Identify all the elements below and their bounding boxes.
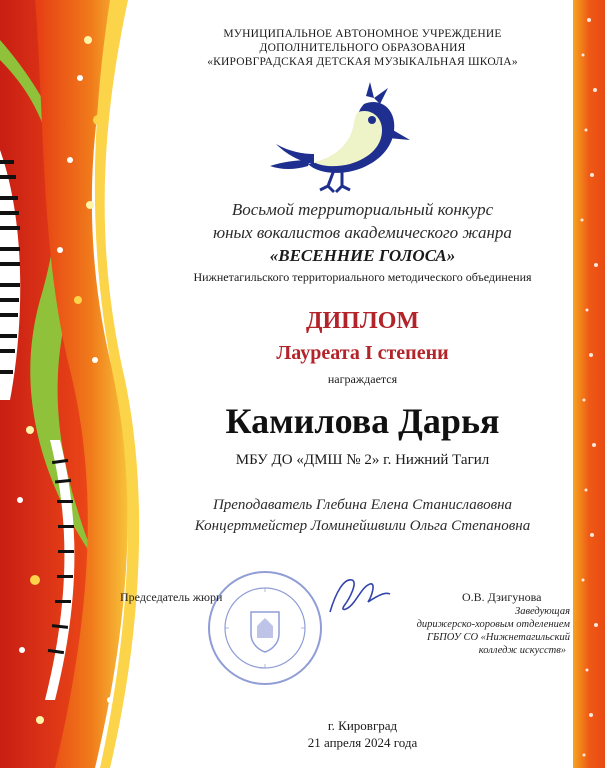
recipient-name: Камилова Дарья bbox=[225, 401, 500, 441]
official-stamp-icon bbox=[205, 568, 325, 688]
bird-logo-icon bbox=[270, 82, 410, 194]
institution-line-1: МУНИЦИПАЛЬНОЕ АВТОНОМНОЕ УЧРЕЖДЕНИЕ bbox=[223, 28, 502, 40]
accompanist-line: Концертмейстер Ломинейшвили Ольга Степановна bbox=[194, 518, 531, 534]
contest-line-3: Нижнетагильского территориального методического объединения bbox=[193, 270, 532, 284]
chair-title-2: дирижерско-хоровым отделением bbox=[416, 619, 570, 630]
contest-line-1: Восьмой территориальный конкурс bbox=[231, 200, 494, 219]
footer-date: 21 апреля 2024 года bbox=[307, 735, 418, 750]
chair-title-1: Заведующая bbox=[515, 606, 570, 617]
chair-title-3: ГБПОУ СО «Нижнетагильский bbox=[427, 632, 570, 643]
signature-scribble bbox=[322, 572, 392, 622]
diploma-degree: Лауреата I степени bbox=[276, 342, 449, 364]
teacher-line: Преподаватель Глебина Елена Станиславовна bbox=[212, 497, 513, 513]
chair-name: О.В. Дзигунова bbox=[462, 590, 542, 604]
footer-city: г. Кировград bbox=[327, 718, 398, 733]
contest-name: «ВЕСЕННИЕ ГОЛОСА» bbox=[269, 246, 456, 265]
chair-title-4: колледж искусств» bbox=[478, 645, 566, 656]
chair-label: Председатель жюри bbox=[120, 590, 223, 604]
institution-line-2: ДОПОЛНИТЕЛЬНОГО ОБРАЗОВАНИЯ bbox=[259, 42, 466, 54]
institution-line-3: «КИРОВГРАДСКАЯ ДЕТСКАЯ МУЗЫКАЛЬНАЯ ШКОЛА» bbox=[207, 56, 518, 68]
contest-line-2: юных вокалистов академического жанра bbox=[213, 223, 512, 242]
recipient-school: МБУ ДО «ДМШ № 2» г. Нижний Тагил bbox=[235, 452, 490, 468]
diploma-title: ДИПЛОМ bbox=[305, 308, 420, 334]
awarded-label: награждается bbox=[327, 372, 398, 386]
